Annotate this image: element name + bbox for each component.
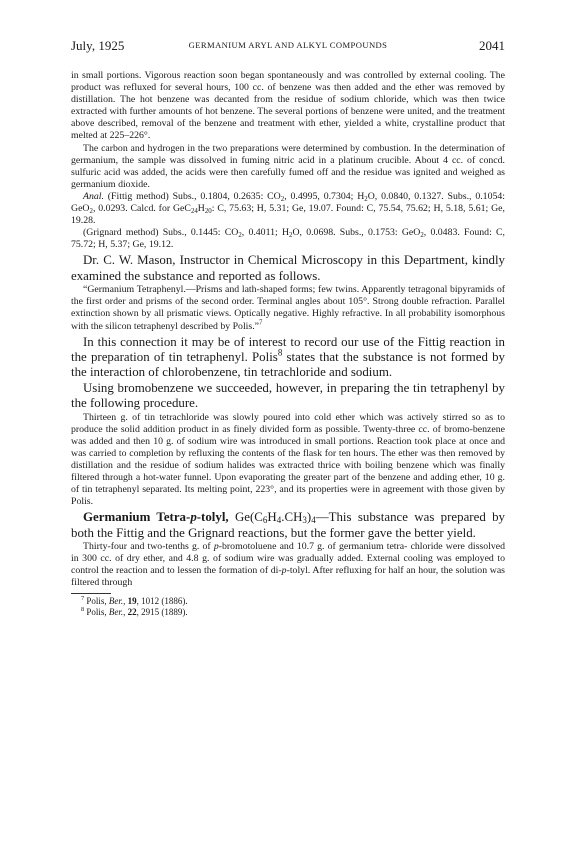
paragraph-bromobenzene: Using bromobenzene we succeeded, however, in preparing the tin tetraphenyl by the following procedure.: [71, 380, 505, 411]
footnote-ref-8: 8: [277, 347, 283, 358]
page-number: 2041: [479, 38, 505, 53]
section-heading: Germanium Tetra-p-tolyl,: [83, 510, 229, 525]
anal-label: Anal.: [83, 190, 104, 202]
quote-microscopy: “Germanium Tetraphenyl.—Prisms and lath-shaped forms; few twins. Apparently tetragonal bipyramids of the first order and prisms of the second order. Terminal angles about 105°. Strong double refraction. Parallel extinction shown by all prismatic views. Optically negative. Highly refractive. In all probability isomorphous with the silicon tetraphenyl described by Polis.”$^7$: [71, 284, 505, 332]
footnote-8: $^8$ Polis, Ber., 22, 2915 (1889).: [81, 606, 188, 618]
header-date: July, 1925: [71, 38, 125, 53]
running-header: [71, 38, 505, 54]
footnote-rule: [71, 593, 111, 594]
paragraph-preparation: in small portions. Vigorous reaction soon began spontaneously and was controlled by external cooling. The product was refluxed for several hours, 100 cc. of benzene was then added and the ether was removed by distillation. The hot benzene was decanted from the residue of sodium chloride, which was then twice extracted with further amounts of hot benzene. The several portions of benzene were united, and the treatment above described, removal of the benzene and treatment with ether, yielded a white, crystalline product that melted at 225–226°.: [71, 70, 505, 142]
header-title: GERMANIUM ARYL AND ALKYL COMPOUNDS: [188, 40, 388, 50]
footnote-ref-7: 7: [259, 319, 263, 327]
paragraph-analysis-method: The carbon and hydrogen in the two preparations were determined by combustion. In the determination of germanium, the sample was dissolved in fuming nitric acid in a platinum crucible. About 4 cc. of concd. sulfuric acid was added, the acids were then carefully fumed off and the residue was ignited and weighed as germanium dioxide.: [71, 142, 505, 190]
footnote-7: $^7$ Polis, Ber., 19, 1012 (1886).: [81, 594, 188, 606]
paragraph-tin-procedure: Thirteen g. of tin tetrachloride was slowly poured into cold ether which was actively stirred so as to produce the solid addition product in as finely divided form as possible. Twenty-three cc. of bromo-benzene was added and then 10 g. of sodium wire was introduced in small portions. Reaction took place at once and was carried to completion by refluxing the contents of the flask for ten hours. The ether was then removed by distillation and the residue of sodium halides was extracted thrice with boiling benzene which was finally filtered through a hot-water funnel. Upon evaporating the greater part of the benzene and adding ether, 10 g. of tin tetraphenyl separated. Its melting point, 223°, and its properties were in agreement with those given by Polis.: [71, 411, 505, 508]
paragraph-mason: Dr. C. W. Mason, Instructor in Chemical Microscopy in this Department, kindly examined the substance and reported as follows.: [71, 253, 505, 283]
paragraph-tolyl-procedure: Thirty-four and two-tenths g. of p-bromotoluene and 10.7 g. of germanium tetra- chloride were dissolved in 300 cc. of dry ether, and 4.8 g. of sodium wire was gradually added. External cooling was employed to control the reaction and to lessen the formation of di-p-tolyl. After refluxing for half an hour, the solution was filtered through: [71, 541, 506, 589]
analysis-grignard: (Grignard method) Subs., 0.1445: $CO_2$, 0.4011; $H_2O$, 0.0698. Subs., 0.1753: GeO$_2$, 0.0483. Found: C, 75.72; H, 5.37; Ge, 19.12.: [71, 227, 505, 251]
analysis-fittig: Anal. (Fittig method) Subs., 0.1804, 0.2635: $CO_2$, 0.4995, 0.7304; $H_2O$, 0.0840, 0.1327. Subs., 0.1054: GeO$_2$, 0.0293. Calcd. for $GeC_{24}H_{20}$: C, 75.63; H, 5.31; Ge, 19.07. Found: C, 75.54, 75.62; H, 5.18, 5.61; Ge, 19.28.: [71, 190, 505, 227]
article-body: [71, 70, 505, 619]
paragraph-fittig-tin: In this connection it may be of interest to record our use of the Fittig reaction in the preparation of tin tetraphenyl. Polis$^8$ states that the substance is not formed by the interaction of chlorobenzene, tin tetrachloride and sodium.: [71, 334, 505, 380]
section-tetra-tolyl: Germanium Tetra-p-tolyl, $Ge(C_6H_4.CH_3)_4—This$ substance was prepared by both the Fittig and the Grignard reactions, but the former gave the better yield.: [71, 510, 505, 540]
